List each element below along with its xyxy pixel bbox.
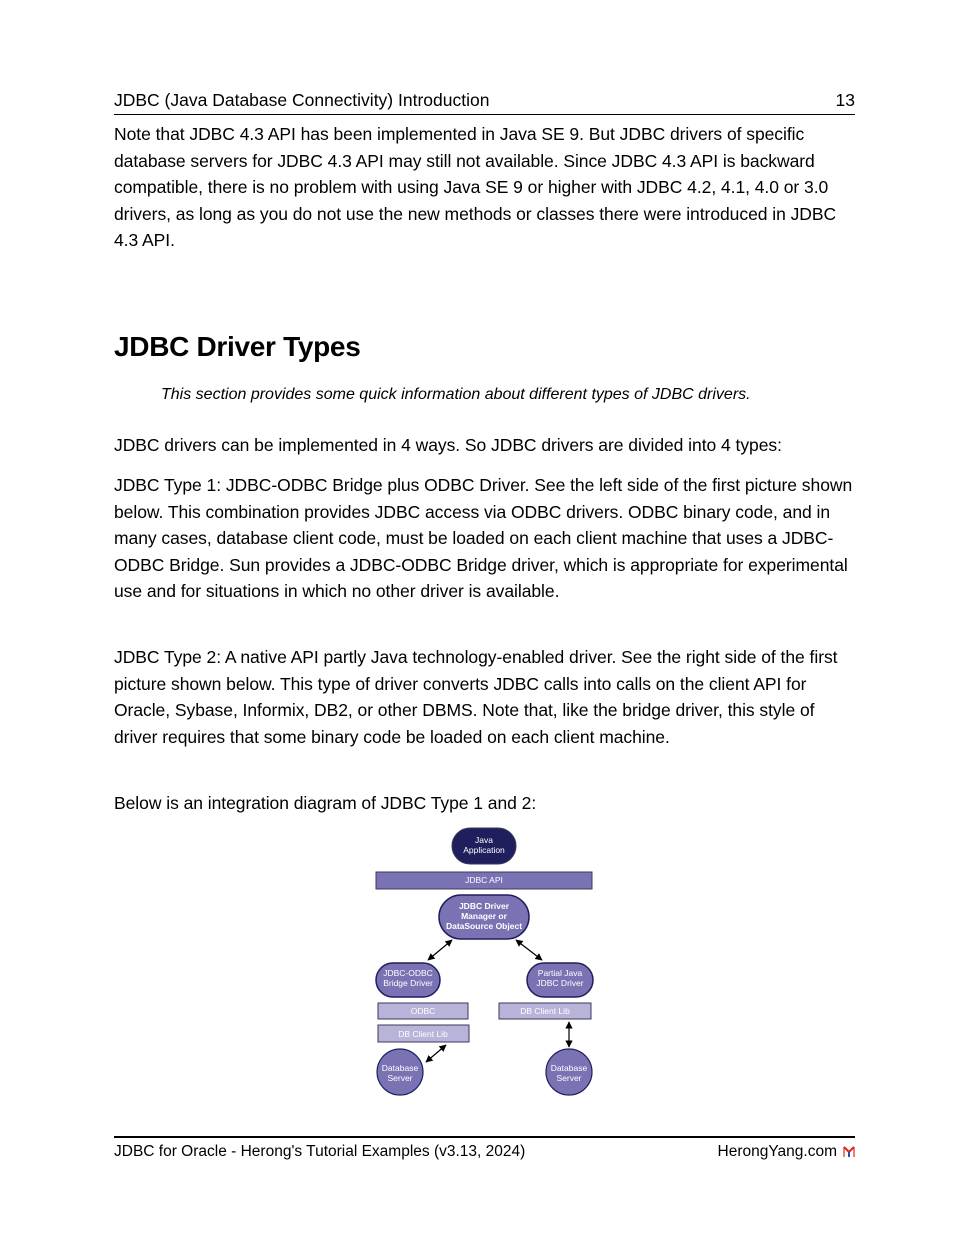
arrow-lib-server-left [426,1045,446,1062]
db-client-lib-right-label: DB Client Lib [520,1006,570,1016]
jdbc-api-label: JDBC API [465,875,503,885]
herongyang-logo-icon [843,1146,855,1158]
driver-manager-line2: Manager or [461,911,507,921]
types-intro-paragraph: JDBC drivers can be implemented in 4 ways. So JDBC drivers are divided into 4 types: [114,435,782,455]
section-title: JDBC Driver Types [114,331,361,362]
partial-driver-line2: JDBC Driver [536,978,584,988]
arrow-manager-partial [516,940,542,960]
type1-paragraph: JDBC Type 1: JDBC-ODBC Bridge plus ODBC Driver. See the left side of the first picture shown below. This combination provides JDBC access via ODBC drivers. ODBC binary code, and in many cases, database client code, must be loaded on each client machine that uses a JDBC-ODBC Bridge. Sun provides a JDBC-ODBC Bridge driver, which is appropriate for experimental use and for situations in which no other driver is available. [114,475,853,602]
diagram-caption: Below is an integration diagram of JDBC Type 1 and 2: [114,793,537,813]
db-server-right-line1: Database [550,1063,588,1073]
db-client-lib-left-label: DB Client Lib [398,1029,448,1039]
db-server-left-line2: Server [387,1073,413,1083]
driver-manager-node [439,895,529,939]
page-footer [114,1136,855,1166]
driver-manager-line1: JDBC Driver [458,901,510,911]
book-title: JDBC for Oracle - Herong's Tutorial Examples (v3.13, 2024) [114,1143,526,1160]
partial-driver-node [527,963,593,997]
driver-manager-line3: DataSource Object [445,921,523,931]
java-app-label-line2: Application [463,845,505,855]
java-application-node [452,828,516,864]
odbc-label: ODBC [410,1006,436,1016]
jdbc-integration-diagram [372,826,598,1102]
db-server-right-line2: Server [556,1073,582,1083]
bridge-driver-node [376,963,440,997]
note-paragraph: Note that JDBC 4.3 API has been implemented in Java SE 9. But JDBC drivers of specific database servers for JDBC 4.3 API may still not available. Since JDBC 4.3 API is backward compatible, there is no problem with using Java SE 9 or higher with JDBC 4.2, 4.1, 4.0 or 3.0 drivers, as long as you do not use the new methods or classes there were introduced in JDBC 4.3 API. [114,124,837,251]
arrow-manager-bridge [428,940,452,960]
partial-driver-line1: Partial Java [537,968,583,978]
jdbc-api-bar [376,872,592,889]
page-number: 13 [835,90,855,110]
type2-paragraph: JDBC Type 2: A native API partly Java technology-enabled driver. See the right side of the first picture shown below. This type of driver converts JDBC calls into calls on the client API for Oracle, Sybase, Informix, DB2, or other DBMS. Note that, like the bridge driver, this style of driver requires that some binary code be loaded on each client machine. [114,647,838,747]
db-client-lib-left [378,1025,469,1042]
page-header [114,90,855,115]
chapter-title: JDBC (Java Database Connectivity) Introduction [114,90,490,110]
bridge-driver-line2: Bridge Driver [383,978,433,988]
db-client-lib-right [499,1003,591,1019]
database-server-right [546,1049,592,1095]
site-name: HerongYang.com [717,1143,837,1160]
bridge-driver-line1: JDBC-ODBC [383,968,433,978]
database-server-left [377,1049,423,1095]
java-app-label-line1: Java [475,835,493,845]
db-server-left-line1: Database [381,1063,419,1073]
section-intro: This section provides some quick information about different types of JDBC drivers. [161,386,751,403]
odbc-box [378,1003,468,1019]
